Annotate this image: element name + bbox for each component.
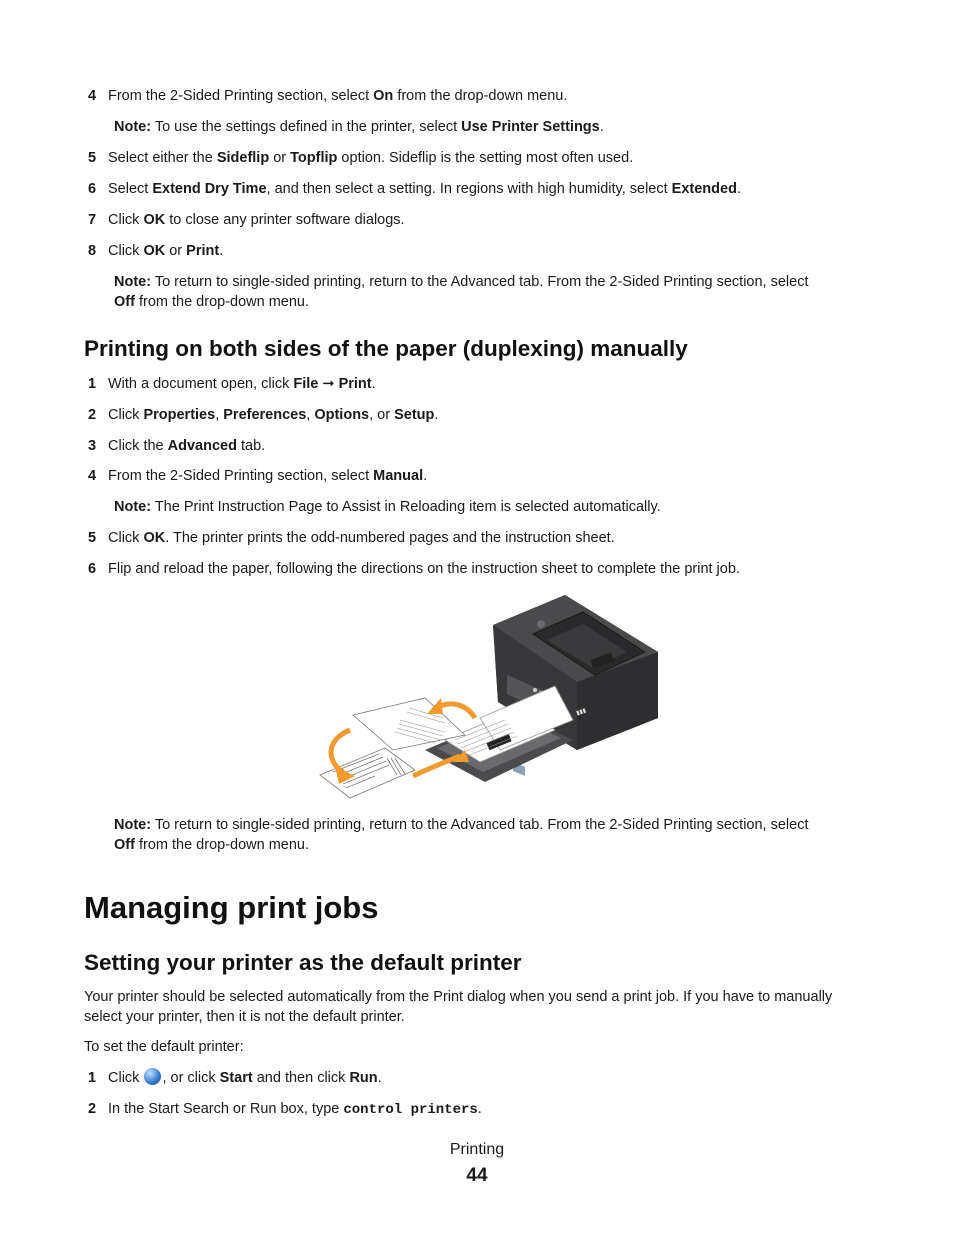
note-return-single-sided-2: Note: To return to single-sided printing, return to the Advanced tab. From the 2-Sided Printing section, select Off from the drop-down menu. — [114, 817, 809, 853]
footer-page-number: 44 — [466, 1165, 488, 1186]
windows-start-icon — [144, 1068, 161, 1085]
paragraph-default-printer-intro: Your printer should be selected automatically from the Print dialog when you send a print job. If you have to manually select your printer, then it is not the default printer. — [84, 989, 833, 1025]
note-use-printer-settings: Note: To use the settings defined in the printer, select Use Printer Settings. — [114, 119, 604, 135]
paragraph-to-set-default: To set the default printer: — [84, 1039, 244, 1055]
heading-manual-duplexing: Printing on both sides of the paper (duplexing) manually — [84, 336, 688, 361]
svg-text:▮▮▮: ▮▮▮ — [575, 707, 587, 717]
footer-section-label: Printing — [449, 1141, 505, 1158]
printed-sheet-lower — [320, 748, 415, 798]
note-instruction-page: Note: The Print Instruction Page to Assist in Reloading item is selected automatically. — [114, 499, 661, 515]
printer-duplex-illustration — [315, 590, 665, 805]
heading-managing-print-jobs: Managing print jobs — [84, 890, 379, 925]
heading-default-printer: Setting your printer as the default printer — [84, 950, 522, 975]
arrow-in-icon — [413, 756, 460, 776]
note-return-single-sided: Note: To return to single-sided printing, return to the Advanced tab. From the 2-Sided Printing section, select Off from the drop-down menu. — [114, 274, 809, 310]
